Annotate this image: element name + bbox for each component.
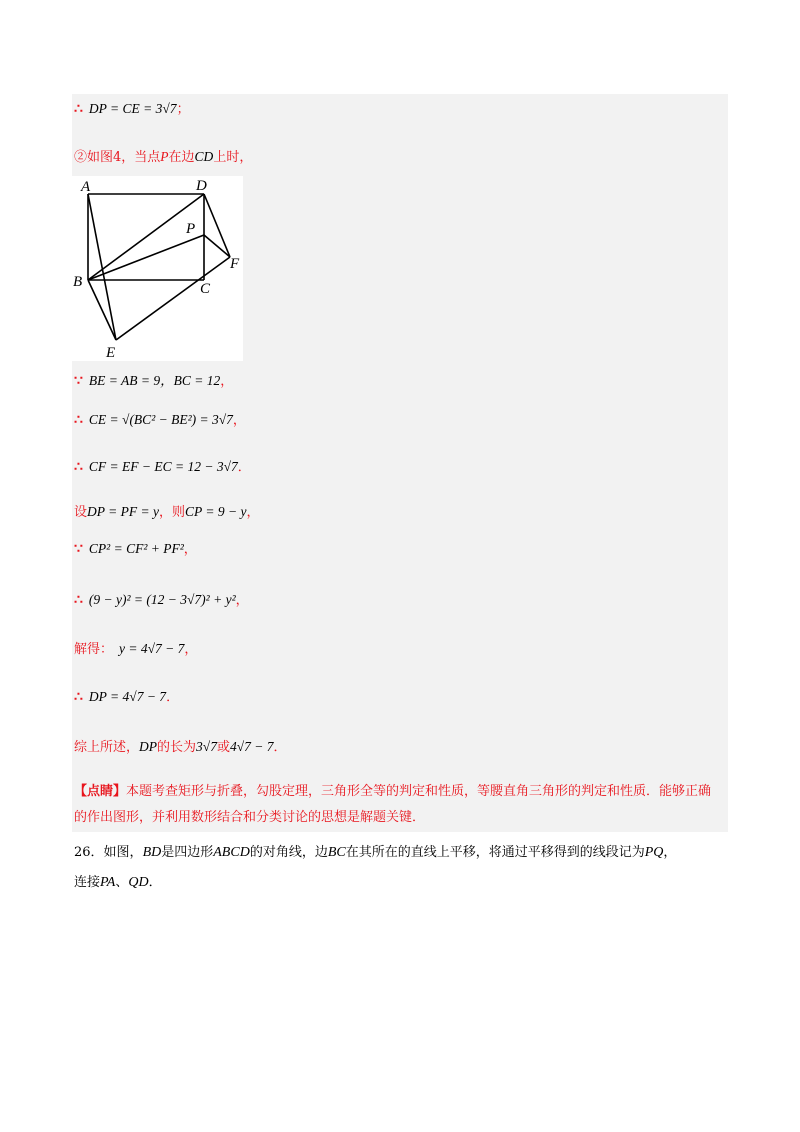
punctuation: ， <box>235 593 249 608</box>
problem-number: 26． <box>74 845 104 860</box>
punctuation: ， <box>220 374 234 389</box>
punctuation: ． <box>237 460 251 475</box>
math-var: BD <box>142 845 162 860</box>
math-expression: 3√7 <box>196 739 217 754</box>
then-text: ，则 <box>158 505 185 520</box>
point-var: P <box>160 149 169 164</box>
math-expression: DP <box>139 739 158 754</box>
problem-26 <box>74 838 730 898</box>
therefore-symbol: ∴ <box>74 689 83 705</box>
solve-text: 解得： <box>74 642 114 657</box>
solution-line-9 <box>74 640 197 659</box>
note-tag: 【点睛】 <box>74 784 127 799</box>
label-A: A <box>81 179 91 195</box>
case-text: 在边 <box>168 150 195 165</box>
math-expression: CE = √(BC² − BE²) = 3√7 <box>88 412 233 427</box>
math-var: PA <box>100 875 116 890</box>
note-text: 本题考查矩形与折叠，勾股定理，三角形全等的判定和性质，等腰直角三角形的判定和性质．能够正确的作出图形，并利用数形结合和分类讨论的思想是解题关键． <box>74 784 712 825</box>
because-symbol: ∵ <box>74 541 83 557</box>
case-text: 上时， <box>213 150 253 165</box>
label-B: B <box>73 274 83 290</box>
geometry-figure <box>72 176 243 361</box>
math-expression: BE = AB = 9，BC = 12 <box>88 373 221 388</box>
math-expression: DP = CE = 3√7 <box>88 101 177 116</box>
math-expression: CP = 9 − y <box>185 504 247 519</box>
math-expression: y = 4√7 − 7 <box>119 641 185 656</box>
solution-line-6 <box>74 503 259 522</box>
punctuation: ， <box>183 542 197 557</box>
label-P: P <box>186 221 196 237</box>
math-var: ABCD <box>213 845 250 860</box>
case-text: ②如图4，当点 <box>74 150 161 165</box>
problem-text: ． <box>148 875 162 890</box>
math-expression: (9 − y)² = (12 − 3√7)² + y² <box>88 592 236 607</box>
let-text: 设 <box>74 505 88 520</box>
side-var: CD <box>194 149 214 164</box>
problem-text: 连接 <box>74 875 101 890</box>
summary-text: 综上所述， <box>74 740 140 755</box>
label-F: F <box>230 256 240 272</box>
punctuation: ， <box>184 642 198 657</box>
label-E: E <box>106 345 116 361</box>
math-expression: DP = 4√7 − 7 <box>88 689 167 704</box>
problem-text: 是四边形 <box>161 845 214 860</box>
problem-text: 如图， <box>103 845 143 860</box>
summary-text: 的长为 <box>157 740 197 755</box>
math-expression: DP = PF = y <box>87 504 159 519</box>
key-point-note <box>74 779 724 831</box>
label-D: D <box>196 178 207 194</box>
punctuation: ， <box>232 413 246 428</box>
punctuation: ， <box>246 505 260 520</box>
therefore-symbol: ∴ <box>74 459 83 475</box>
math-expression: 4√7 − 7 <box>229 739 274 754</box>
math-expression: CF = EF − EC = 12 − 3√7 <box>88 459 238 474</box>
or-text: 或 <box>216 740 230 755</box>
math-var: QD <box>128 875 149 890</box>
solution-line-11 <box>74 738 287 757</box>
solution-line-1 <box>74 100 190 119</box>
therefore-symbol: ∴ <box>74 101 83 117</box>
solution-line-2 <box>74 148 252 167</box>
solution-line-3 <box>74 372 233 391</box>
solution-line-10 <box>74 688 179 707</box>
problem-text: 在其所在的直线上平移，将通过平移得到的线段记为 <box>345 845 645 860</box>
math-var: BC <box>327 845 346 860</box>
problem-text: 、 <box>115 875 129 890</box>
solution-line-7 <box>74 540 197 559</box>
math-expression: CP² = CF² + PF² <box>88 541 184 556</box>
math-var: PQ <box>644 845 664 860</box>
because-symbol: ∵ <box>74 373 83 389</box>
punctuation: ； <box>176 102 190 117</box>
therefore-symbol: ∴ <box>74 412 83 428</box>
solution-line-5 <box>74 458 251 477</box>
therefore-symbol: ∴ <box>74 592 83 608</box>
punctuation: ． <box>166 690 180 705</box>
solution-line-4 <box>74 411 246 430</box>
solution-line-8 <box>74 591 249 610</box>
problem-text: 的对角线，边 <box>249 845 328 860</box>
punctuation: ． <box>273 740 287 755</box>
figure-svg <box>72 176 243 361</box>
problem-text: ， <box>663 845 677 860</box>
label-C: C <box>200 281 211 297</box>
